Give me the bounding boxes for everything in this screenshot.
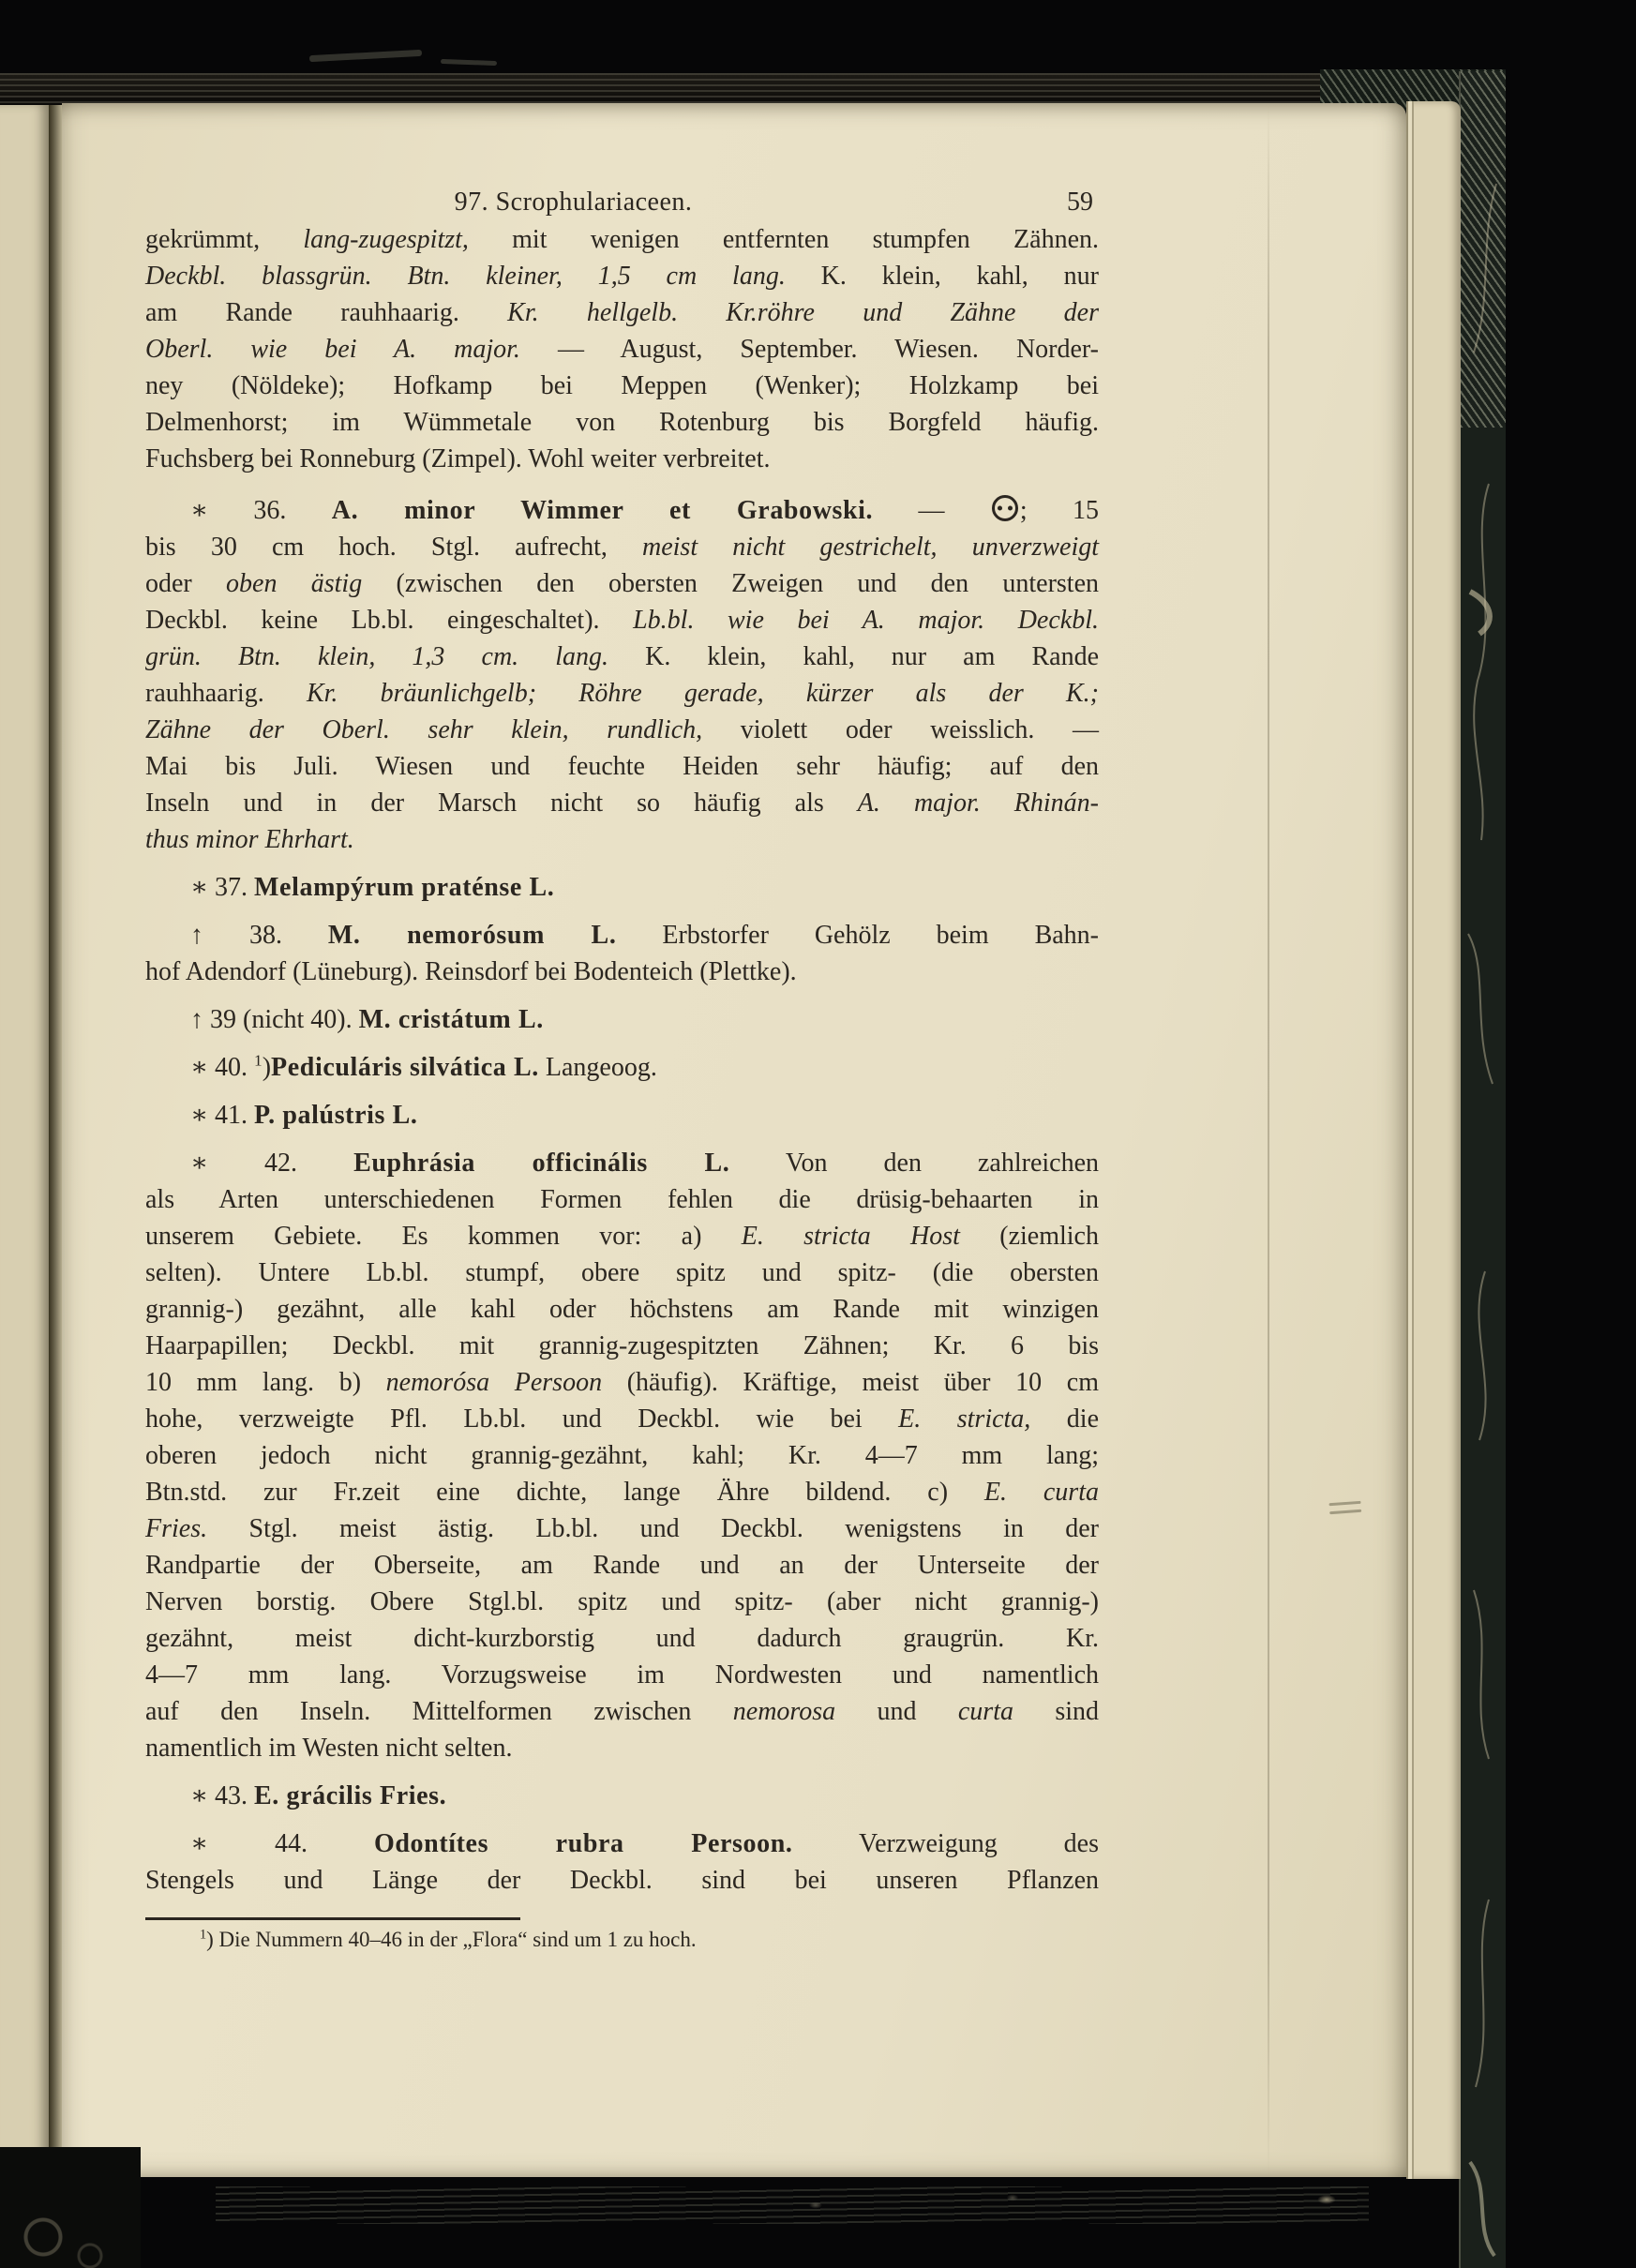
text-run: (häufig). Kräftige, meist über 10 cm [602, 1368, 1099, 1397]
text-line [145, 529, 1099, 565]
text-run: Randpartie der Oberseite, am Rande und an der Unterseite der [145, 1551, 1099, 1580]
text-run: ∗ 40. [190, 1053, 255, 1082]
text-run [981, 789, 1014, 818]
text-line [145, 1862, 1099, 1899]
bottom-page-edge-streaks [216, 2186, 1369, 2224]
text-line [145, 1620, 1099, 1657]
text-run: ↑ 38. [190, 921, 328, 950]
footnote [145, 1926, 1099, 1954]
text-line [145, 785, 1099, 821]
text-line [145, 1693, 1099, 1730]
entry-40-pedicularis-silvatica [145, 1049, 1099, 1086]
page-header [145, 184, 1099, 221]
text-run: Zähne der Oberl. sehr klein, rundlich, [145, 715, 703, 744]
text-run: Odontítes rubra Persoon. [374, 1829, 793, 1858]
text-line [145, 821, 1099, 858]
text-run: Haarpapillen; Deckbl. mit grannig-zugespitzten Zähnen; Kr. 6 bis [145, 1331, 1099, 1360]
text-run: (ziemlich [959, 1222, 1099, 1251]
text-run: Euphrásia officinális L. [353, 1149, 730, 1178]
text-run: — [873, 496, 990, 525]
text-line [145, 1364, 1099, 1401]
text-run: 4—7 mm lang. Vorzugsweise im Nordwesten und namentlich [145, 1660, 1099, 1690]
fore-edge-mark [1328, 1501, 1361, 1518]
text-run: oder [145, 569, 227, 598]
text-line [145, 294, 1099, 331]
text-run: P. palústris L. [254, 1101, 418, 1130]
text-run: unserem Gebiete. Es kommen vor: a) [145, 1222, 742, 1251]
entry-36-a-minor [145, 492, 1099, 858]
text-run: ∗ 44. [190, 1829, 374, 1858]
marbled-cover-edge [1459, 71, 1506, 2268]
text-run: A. minor Wimmer et Grabowski. [331, 496, 874, 525]
text-line [145, 869, 1099, 906]
text-run: E. stricta Host [741, 1222, 960, 1251]
facing-page-edge-left [0, 105, 49, 2177]
text-line [145, 1328, 1099, 1364]
text-run: ) Die Nummern 40–46 in der „Flora“ sind um 1 zu hoch. [206, 1928, 697, 1951]
text-run: A. major. [857, 789, 981, 818]
text-line [145, 1657, 1099, 1693]
text-run: Lb.bl. wie bei A. major. Deckbl. [633, 606, 1099, 635]
text-line [145, 368, 1099, 404]
text-run: nemorósa Persoon [385, 1368, 603, 1397]
marble-veins [1461, 71, 1506, 2268]
text-run: Inseln und in der Marsch nicht so häufig als [145, 789, 858, 818]
text-run: am Rande rauhhaarig. [145, 298, 508, 327]
text-line [145, 1926, 1099, 1954]
gutter-fold-shadow [49, 105, 62, 2177]
text-run: bis 30 cm hoch. Stgl. aufrecht, [145, 533, 642, 562]
text-run: Langeoog. [538, 1053, 657, 1082]
text-run: Stgl. meist ästig. Lb.bl. und Deckbl. wenigstens in der [207, 1514, 1099, 1543]
text-run: curta [957, 1697, 1013, 1726]
text-run: grün. Btn. klein, 1,3 cm. lang. [145, 642, 609, 671]
footnote-text [145, 1926, 1099, 1954]
text-line [145, 954, 1099, 990]
text-run: hohe, verzweigte Pfl. Lb.bl. und Deckbl. wie bei [145, 1404, 899, 1434]
text-run: lang-zugespitzt, [303, 225, 469, 254]
text-run: Nerven borstig. Obere Stgl.bl. spitz und spitz- (aber nicht grannig-) [145, 1587, 1099, 1616]
text-line [145, 1730, 1099, 1766]
bottom-left-marble [0, 2147, 141, 2268]
text-line [145, 1145, 1099, 1181]
text-line [145, 1510, 1099, 1547]
text-line [145, 1474, 1099, 1510]
entry-41-p-palustris [145, 1097, 1099, 1134]
text-run: nemorosa [732, 1697, 836, 1726]
text-run: gezähnt, meist dicht-kurzborstig und dadurch graugrün. Kr. [145, 1624, 1099, 1653]
text-run: 1 [200, 1927, 207, 1943]
text-line [145, 1218, 1099, 1254]
text-run: K. klein, kahl, nur am Rande [608, 642, 1099, 671]
text-run: auf den Inseln. Mittelformen zwischen [145, 1697, 733, 1726]
text-blocks [145, 221, 1099, 1899]
text-run: Erbstorfer Gehölz beim Bahn- [616, 921, 1099, 950]
text-run: ∗ 36. [190, 496, 332, 525]
text-run: Verzweigung des [792, 1829, 1099, 1858]
text-run: gekrümmt, [145, 225, 304, 254]
text-run: M. cristátum L. [358, 1005, 544, 1034]
text-run: Fuchsberg bei Ronneburg (Zimpel). Wohl weiter verbreitet. [145, 444, 771, 473]
text-line [145, 1254, 1099, 1291]
text-run: oben ästig [226, 569, 363, 598]
footnote-rule [145, 1917, 520, 1920]
paragraph-continuation-a-major [145, 221, 1099, 477]
text-line [145, 1001, 1099, 1038]
page-crease [1268, 103, 1269, 2177]
text-column [145, 103, 1099, 1954]
text-line [145, 1825, 1099, 1862]
text-run: ∗ 37. [190, 873, 255, 902]
text-line [145, 565, 1099, 602]
running-title: 97. Scrophulariaceen. [454, 188, 693, 217]
text-line [145, 1401, 1099, 1437]
text-run: Delmenhorst; im Wümmetale von Rotenburg bis Borgfeld häufig. [145, 408, 1099, 437]
text-line [145, 712, 1099, 748]
book-page [62, 103, 1406, 2177]
text-run: M. nemorósum L. [327, 921, 617, 950]
text-run: Kr. bräunlichgelb; Röhre gerade, kürzer als der K.; [306, 679, 1099, 708]
text-line [145, 441, 1099, 477]
text-run: ; 15 [1019, 496, 1100, 525]
text-line [145, 1291, 1099, 1328]
page-number: 59 [1067, 188, 1093, 217]
text-run: (zwischen den obersten Zweigen und den untersten [362, 569, 1099, 598]
text-run: 1 [254, 1051, 263, 1070]
text-run: Deckbl. blassgrün. Btn. kleiner, 1,5 cm lang. [145, 262, 786, 291]
text-run: Stengels und Länge der Deckbl. sind bei unseren Pflanzen [145, 1866, 1099, 1895]
text-run: Deckbl. keine Lb.bl. eingeschaltet). [145, 606, 634, 635]
text-run: Melampýrum praténse L. [254, 873, 555, 902]
text-line [145, 748, 1099, 785]
text-run: rauhhaarig. [145, 679, 307, 708]
text-line [145, 1584, 1099, 1620]
text-run: Btn.std. zur Fr.zeit eine dichte, lange Ähre bildend. c) [145, 1478, 984, 1507]
text-run: mit wenigen entfernten stumpfen Zähnen. [468, 225, 1099, 254]
text-run: Oberl. wie bei A. major. [145, 335, 520, 364]
text-run: selten). Untere Lb.bl. stumpf, obere spitz und spitz- (die obersten [145, 1258, 1099, 1287]
text-run: ↑ 39 (nicht 40). [190, 1005, 359, 1034]
text-line [145, 638, 1099, 675]
text-run: ) [262, 1053, 272, 1082]
text-line [145, 258, 1099, 294]
text-run: grannig-) gezähnt, alle kahl oder höchstens am Rande mit winzigen [145, 1295, 1099, 1324]
text-run: — August, September. Wiesen. Norder- [519, 335, 1099, 364]
entry-42-euphrasia-officinalis [145, 1145, 1099, 1766]
text-line [145, 1097, 1099, 1134]
text-line [145, 1778, 1099, 1814]
entry-39-m-cristatum [145, 1001, 1099, 1038]
text-line [145, 404, 1099, 441]
text-line [145, 1049, 1099, 1086]
text-line [145, 675, 1099, 712]
text-run: als Arten unterschiedenen Formen fehlen die drüsig-behaarten in [145, 1185, 1099, 1214]
text-run: Mai bis Juli. Wiesen und feuchte Heiden sehr häufig; auf den [145, 752, 1099, 781]
text-line [145, 1437, 1099, 1474]
text-run: ∗ 41. [190, 1101, 255, 1130]
text-run: Von den zahlreichen [729, 1149, 1100, 1178]
text-run: hof Adendorf (Lüneburg). Reinsdorf bei Bodenteich (Plettke). [145, 957, 797, 986]
underlying-page-edge-right [1406, 101, 1461, 2179]
text-line [145, 331, 1099, 368]
circle-two-dots-icon [992, 495, 1018, 521]
text-run: violett oder weisslich. — [702, 715, 1099, 744]
entry-44-odontites-rubra [145, 1825, 1099, 1899]
text-run: die [1030, 1404, 1100, 1434]
text-run: meist nicht gestrichelt, unverzweigt [642, 533, 1100, 562]
text-run: E. curta [983, 1478, 1099, 1507]
text-run: thus minor Ehrhart. [145, 825, 354, 854]
text-run: Kr. hellgelb. Kr.röhre und Zähne der [507, 298, 1099, 327]
entry-37-melampyrum-pratense [145, 869, 1099, 906]
text-run: ∗ 43. [190, 1781, 255, 1810]
cover-fleck [441, 59, 497, 66]
text-run: ∗ 42. [190, 1149, 354, 1178]
entry-38-m-nemorosum [145, 917, 1099, 990]
text-line [145, 492, 1099, 529]
text-line [145, 602, 1099, 638]
text-run: und [835, 1697, 958, 1726]
text-run: Fries. [145, 1514, 208, 1543]
stacked-page-edges-top [0, 73, 1406, 105]
text-run: ney (Nöldeke); Hofkamp bei Meppen (Wenker); Holzkamp bei [145, 371, 1099, 400]
text-line [145, 917, 1099, 954]
text-run: oberen jedoch nicht grannig-gezähnt, kahl; Kr. 4—7 mm lang; [145, 1441, 1099, 1470]
text-line [145, 1547, 1099, 1584]
cover-fleck [309, 50, 422, 62]
text-run: namentlich im Westen nicht selten. [145, 1734, 513, 1763]
text-line [145, 1181, 1099, 1218]
text-run: sind [1013, 1697, 1099, 1726]
text-run: Rhinán- [1013, 789, 1099, 818]
text-run: K. klein, kahl, nur [785, 262, 1099, 291]
text-run: 10 mm lang. b) [145, 1368, 386, 1397]
entry-43-e-gracilis [145, 1778, 1099, 1814]
text-run: E. stricta, [898, 1404, 1031, 1434]
text-run: E. grácilis Fries. [254, 1781, 447, 1810]
text-line [145, 221, 1099, 258]
text-run: Pediculáris silvática L. [271, 1053, 539, 1082]
